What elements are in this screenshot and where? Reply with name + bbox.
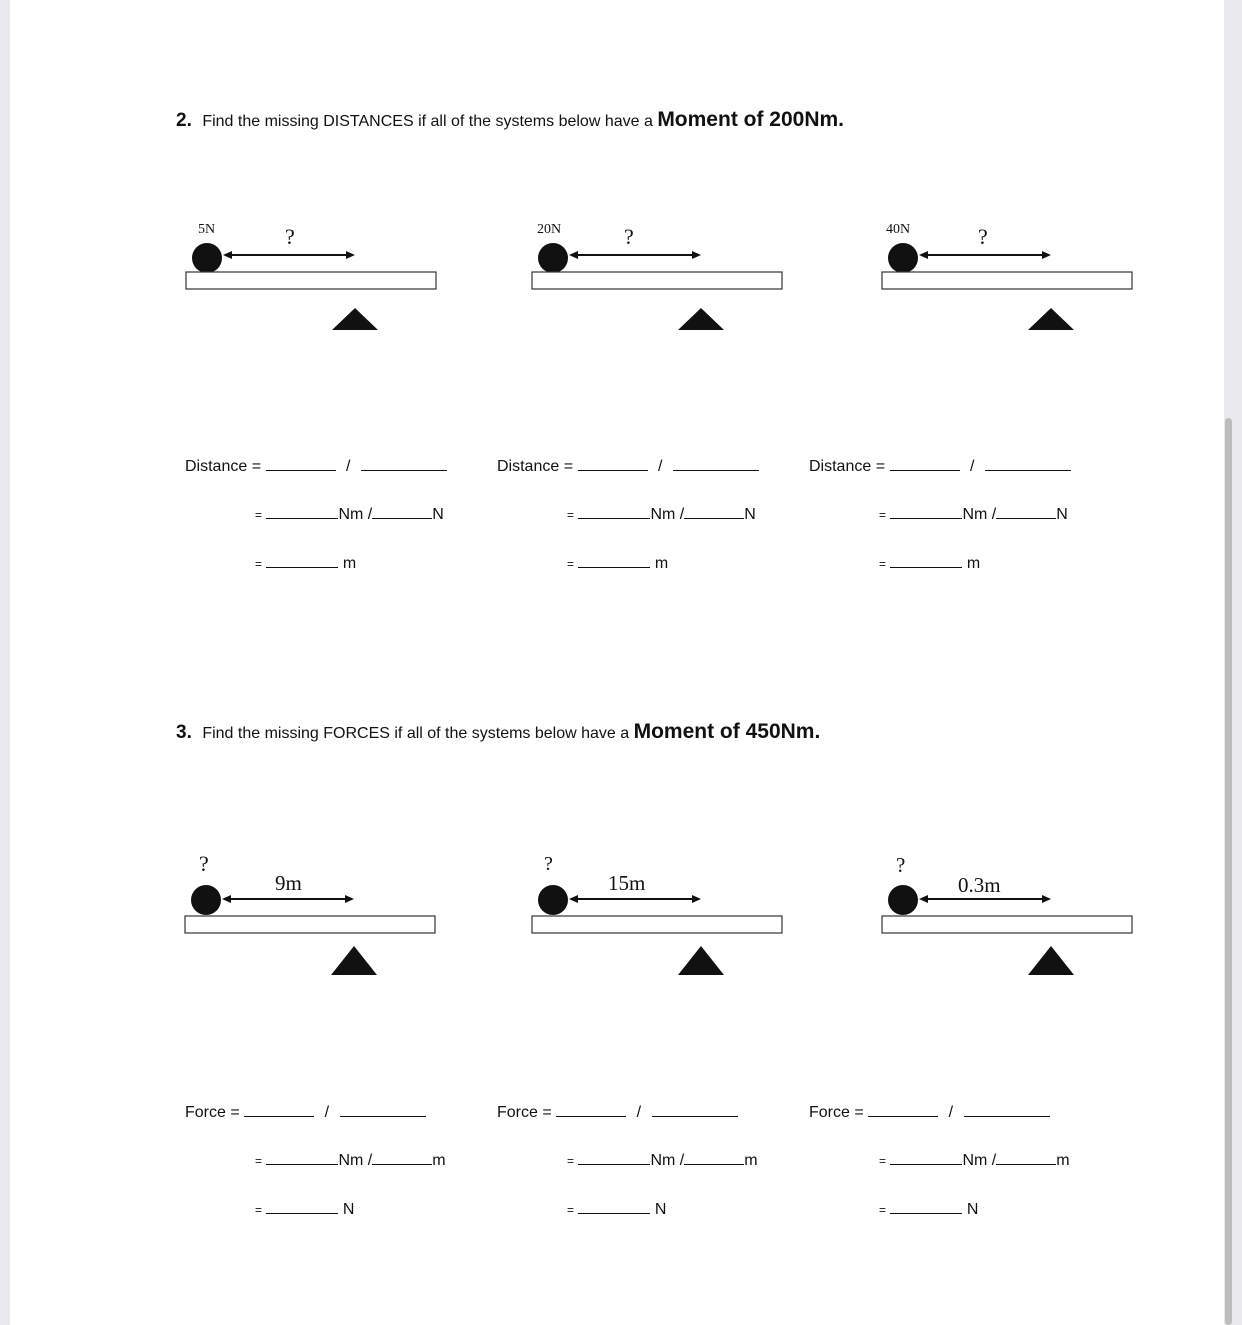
answer-blank[interactable] [556, 1102, 626, 1117]
answer-blank[interactable] [266, 1150, 338, 1165]
answer-blank[interactable] [684, 1150, 744, 1165]
unit-label: m [342, 555, 357, 572]
lever-drawing [531, 222, 791, 332]
equals-sign: = [255, 557, 263, 571]
question-3-heading [176, 720, 820, 744]
answer-blank[interactable] [578, 504, 650, 519]
answer-blank[interactable] [652, 1102, 738, 1117]
lever-diagram [184, 853, 444, 963]
equals-sign: = [879, 508, 887, 522]
working-label: Force = [809, 1104, 864, 1121]
working-label: Force = [497, 1104, 552, 1121]
answer-blank[interactable] [266, 1199, 338, 1214]
answer-blank[interactable] [890, 1199, 962, 1214]
distance-working [497, 456, 797, 596]
answer-blank[interactable] [266, 553, 338, 568]
unit-label: N [744, 506, 756, 523]
lever-diagram [881, 222, 1141, 332]
distance-label: ? [978, 224, 988, 249]
force-working [809, 1102, 1109, 1242]
unit-label: N [654, 1201, 667, 1218]
divide-sign: / [948, 1104, 954, 1121]
answer-blank[interactable] [578, 456, 648, 471]
unit-label: N [1056, 506, 1068, 523]
distance-label: 15m [608, 871, 646, 895]
force-label: ? [544, 853, 553, 875]
working-label: Distance = [497, 458, 574, 475]
unit-label: Nm / [962, 506, 997, 523]
force-working [497, 1102, 797, 1242]
weight-label: 20N [537, 222, 562, 237]
divide-sign: / [345, 458, 351, 475]
equals-sign: = [255, 1203, 263, 1217]
answer-blank[interactable] [890, 504, 962, 519]
answer-blank[interactable] [684, 504, 744, 519]
answer-blank[interactable] [266, 504, 338, 519]
answer-blank[interactable] [673, 456, 759, 471]
unit-label: m [1056, 1152, 1070, 1169]
question-number: 2. [176, 110, 192, 131]
force-working [185, 1102, 485, 1242]
lever-drawing [881, 222, 1141, 332]
unit-label: N [966, 1201, 979, 1218]
answer-blank[interactable] [985, 456, 1071, 471]
equals-sign: = [567, 1154, 575, 1168]
unit-label: m [966, 555, 981, 572]
distance-label: 0.3m [958, 873, 1001, 897]
answer-blank[interactable] [890, 553, 962, 568]
unit-label: N [432, 506, 444, 523]
equals-sign: = [879, 557, 887, 571]
unit-label: m [654, 555, 669, 572]
answer-blank[interactable] [372, 504, 432, 519]
answer-blank[interactable] [578, 1150, 650, 1165]
unit-label: Nm / [650, 1152, 685, 1169]
unit-label: m [744, 1152, 758, 1169]
answer-blank[interactable] [578, 1199, 650, 1214]
weight-label: 5N [198, 222, 216, 237]
answer-blank[interactable] [890, 456, 960, 471]
lever-drawing [184, 853, 444, 963]
answer-blank[interactable] [996, 504, 1056, 519]
question-text: Find the missing DISTANCES if all of the systems below have a [202, 113, 653, 130]
answer-blank[interactable] [578, 553, 650, 568]
equals-sign: = [567, 508, 575, 522]
equals-sign: = [879, 1203, 887, 1217]
question-number: 3. [176, 722, 192, 743]
question-emphasis: Moment of 200Nm. [657, 108, 845, 131]
question-emphasis: Moment of 450Nm. [633, 720, 821, 743]
working-label: Distance = [185, 458, 262, 475]
divide-sign: / [324, 1104, 330, 1121]
answer-blank[interactable] [372, 1150, 432, 1165]
unit-label: Nm / [338, 1152, 373, 1169]
unit-label: Nm / [962, 1152, 997, 1169]
distance-label: 9m [275, 871, 302, 895]
working-label: Force = [185, 1104, 240, 1121]
scrollbar[interactable] [1225, 418, 1232, 1325]
unit-label: N [342, 1201, 355, 1218]
answer-blank[interactable] [340, 1102, 426, 1117]
question-2-heading [176, 108, 844, 132]
answer-blank[interactable] [996, 1150, 1056, 1165]
working-label: Distance = [809, 458, 886, 475]
unit-label: Nm / [650, 506, 685, 523]
lever-drawing [881, 853, 1141, 963]
divide-sign: / [657, 458, 663, 475]
lever-diagram [881, 853, 1141, 963]
equals-sign: = [255, 1154, 263, 1168]
answer-blank[interactable] [244, 1102, 314, 1117]
distance-working [809, 456, 1109, 596]
answer-blank[interactable] [361, 456, 447, 471]
distance-working [185, 456, 485, 596]
equals-sign: = [567, 557, 575, 571]
lever-diagram [185, 222, 445, 332]
question-text: Find the missing FORCES if all of the systems below have a [202, 725, 630, 742]
equals-sign: = [255, 508, 263, 522]
answer-blank[interactable] [266, 456, 336, 471]
equals-sign: = [879, 1154, 887, 1168]
lever-diagram [531, 222, 791, 332]
divide-sign: / [969, 458, 975, 475]
force-label: ? [896, 853, 906, 877]
answer-blank[interactable] [964, 1102, 1050, 1117]
divide-sign: / [636, 1104, 642, 1121]
distance-label: ? [624, 224, 634, 249]
lever-drawing [531, 853, 791, 963]
answer-blank[interactable] [890, 1150, 962, 1165]
unit-label: Nm / [338, 506, 373, 523]
lever-diagram [531, 853, 791, 963]
answer-blank[interactable] [868, 1102, 938, 1117]
distance-label: ? [285, 224, 295, 249]
force-label: ? [199, 851, 209, 876]
lever-drawing [185, 222, 445, 332]
weight-label: 40N [886, 222, 911, 237]
equals-sign: = [567, 1203, 575, 1217]
unit-label: m [432, 1152, 446, 1169]
